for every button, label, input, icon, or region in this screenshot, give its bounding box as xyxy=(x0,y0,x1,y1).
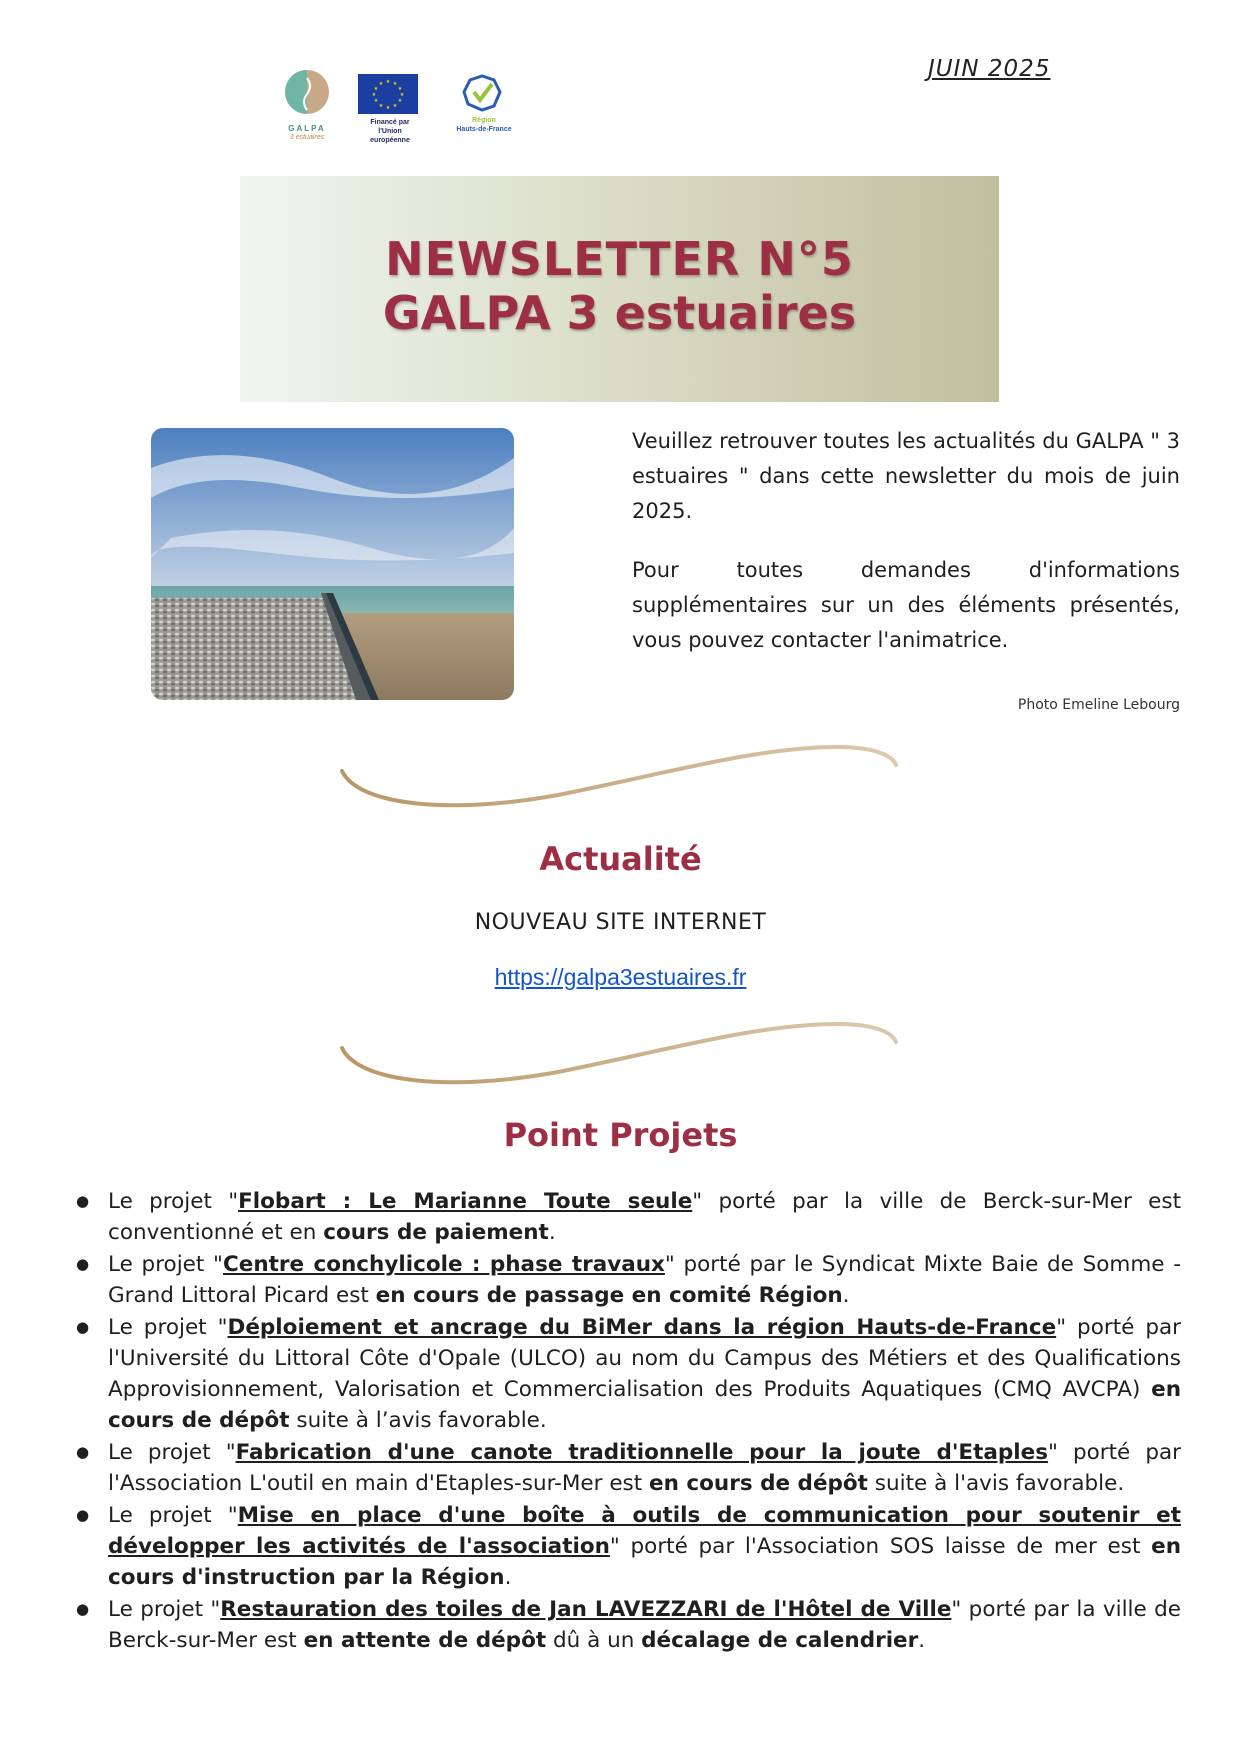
svg-text:★: ★ xyxy=(385,105,391,111)
newsletter-date: JUIN 2025 xyxy=(928,56,1051,82)
banner-title: NEWSLETTER N°5 xyxy=(385,232,854,286)
decorative-swirl-divider xyxy=(338,735,898,815)
project-item: ● Le projet "Restauration des toiles de Jan LAVEZZARI de l'Hôtel de Ville" porté par la ville de Berck-sur-Mer est en attente de dépôt dû à un décalage de calendrier. xyxy=(76,1594,1181,1656)
svg-text:★: ★ xyxy=(399,92,405,98)
eu-flag-logo: ★ ★ ★ ★ ★ ★ ★ ★ ★ ★ ★ ★ Financé par l'Union européenne xyxy=(358,74,422,142)
newsletter-banner xyxy=(240,176,999,402)
svg-text:★: ★ xyxy=(373,98,379,104)
beach-photo xyxy=(151,428,514,700)
svg-text:★: ★ xyxy=(378,103,384,109)
projects-list xyxy=(76,1186,1181,1657)
region-hauts-de-france-logo: Région Hauts-de-France xyxy=(452,74,516,140)
section-title-actualite: Actualité xyxy=(539,840,702,878)
banner-subtitle: GALPA 3 estuaires xyxy=(382,286,857,340)
section-title-point-projets: Point Projets xyxy=(503,1116,738,1154)
svg-text:★: ★ xyxy=(397,98,403,104)
website-link[interactable]: https://galpa3estuaires.fr xyxy=(494,964,747,990)
svg-text:★: ★ xyxy=(385,79,391,85)
photo-credit: Photo Emeline Lebourg xyxy=(1017,697,1180,713)
galpa-logo: GALPA 3 estuaires xyxy=(278,68,336,140)
project-item: ● Le projet "Fabrication d'une canote traditionnelle pour la joute d'Etaples" porté par l'Association L'outil en main d'Etaples-sur-Mer est en cours de dépôt suite à l'avis favorable. xyxy=(76,1437,1181,1499)
svg-text:★: ★ xyxy=(397,86,403,92)
intro-paragraph-2: Pour toutes demandes d'informations supplémentaires sur un des éléments présentés, vous pouvez contacter l'animatrice. xyxy=(632,558,1180,652)
intro-text xyxy=(632,424,1180,682)
project-item: ● Le projet "Centre conchylicole : phase travaux" porté par le Syndicat Mixte Baie de Somme - Grand Littoral Picard est en cours de passage en comité Région. xyxy=(76,1249,1181,1311)
project-item: ● Le projet "Flobart : Le Marianne Toute seule" porté par la ville de Berck-sur-Mer est conventionné et en cours de paiement. xyxy=(76,1186,1181,1248)
intro-paragraph-1: Veuillez retrouver toutes les actualités du GALPA " 3 estuaires " dans cette newsletter du mois de juin 2025. xyxy=(632,429,1180,523)
svg-text:★: ★ xyxy=(392,103,398,109)
svg-text:★: ★ xyxy=(392,81,398,87)
svg-text:★: ★ xyxy=(373,86,379,92)
decorative-swirl-divider-2 xyxy=(338,1012,898,1092)
project-item: ● Le projet "Mise en place d'une boîte à outils de communication pour soutenir et développer les activités de l'association" porté par l'Association SOS laisse de mer est en cours d'instruction par la Région. xyxy=(76,1500,1181,1593)
svg-text:★: ★ xyxy=(378,81,384,87)
news-headline: NOUVEAU SITE INTERNET xyxy=(474,910,767,935)
svg-text:★: ★ xyxy=(371,92,377,98)
project-item: ● Le projet "Déploiement et ancrage du BiMer dans la région Hauts-de-France" porté par l'Université du Littoral Côte d'Opale (ULCO) au nom du Campus des Métiers et des Qualifications Approvisionnement, Valorisation et Commercialisation des Produits Aquatiques (CMQ AVCPA) en cours de dépôt suite à l’avis favorable. xyxy=(76,1312,1181,1436)
